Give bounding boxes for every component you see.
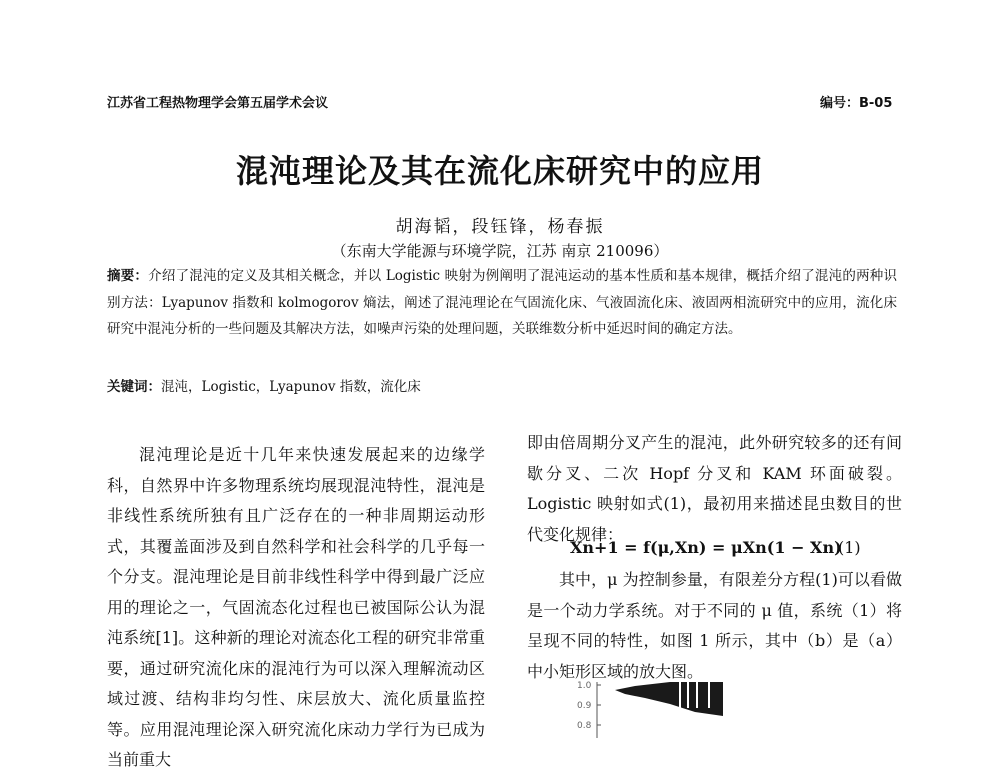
paper-title: 混沌理论及其在流化床研究中的应用: [235, 152, 764, 190]
chaos-band: [615, 682, 723, 716]
paragraph: 其中，μ 为控制参量，有限差分方程(1)可以看做是一个动力学系统。对于不同的 μ 值，系统（1）将呈现不同的特性，如图 1 所示，其中（b）是（a）中小矩形区域的放大图。: [527, 570, 902, 681]
chaos-region: [615, 682, 723, 716]
keywords: [107, 375, 421, 395]
serial-number: 编号：B-05: [820, 96, 893, 111]
logistic-equation: Xn+1 = f(μ,Xn) = μXn(1 − Xn): [570, 538, 842, 557]
periodic-window: [679, 682, 681, 708]
body-right-column: 即由倍周期分叉产生的混沌，此外研究较多的还有间歇分叉、二次 Hopf 分叉和 KAM 环面破裂。Logistic 映射如式(1)，最初用来描述昆虫数目的世代变化规律：: [527, 433, 902, 544]
abstract-text: 介绍了混沌的定义及其相关概念，并以 Logistic 映射为例阐明了混沌运动的基本性质和基本规律，概括介绍了混沌的两种识别方法：Lyapunov 指数和 kolmogorov 熵法，阐述了混沌理论在气固流化床、气液固流化床、液固两相流研究中的应用，流化床研究中混沌分析的一些问题及其解决方法，如噪声污染的处理问题，关联维数分析中延迟时间的确定方法。: [107, 268, 897, 337]
y-tick-label: 1.0: [577, 681, 592, 691]
y-tick-label: 0.8: [577, 721, 592, 731]
abstract: [107, 263, 897, 343]
keywords-label: 关键词：: [107, 379, 161, 395]
conference-header: 江苏省工程热物理学会第五届学术会议: [107, 96, 329, 111]
body-right-column-2: [527, 565, 902, 687]
keywords-text: 混沌，Logistic，Lyapunov 指数，流化床: [161, 379, 421, 395]
affiliation: （东南大学能源与环境学院，江苏 南京 210096）: [331, 242, 669, 260]
equation-number: (1): [838, 538, 861, 557]
y-tick-label: 0.9: [577, 701, 592, 711]
periodic-window: [687, 682, 689, 708]
periodic-window: [708, 682, 710, 708]
body-left-column: 混沌理论是近十几年来快速发展起来的边缘学科，自然界中许多物理系统均展现混沌特性，混沌是非线性系统所独有且广泛存在的一种非周期运动形式，其覆盖面涉及到自然科学和社会科学的几乎每一个分支。混沌理论是目前非线性科学中得到最广泛应用的理论之一，气固流态化过程也已被国际公认为混沌系统[1]。这种新的理论对流态化工程的研究非常重要，通过研究流化床的混沌行为可以深入理解流动区域过渡、结构非均匀性、床层放大、流化质量监控等。应用混沌理论深入研究流化床动力学行为已成为当前重大: [107, 445, 485, 769]
authors: 胡海韬，段钰锋，杨春振: [395, 217, 605, 237]
periodic-window: [696, 682, 698, 708]
abstract-label: 摘要：: [107, 268, 149, 284]
bifurcation-chart: [575, 676, 725, 738]
